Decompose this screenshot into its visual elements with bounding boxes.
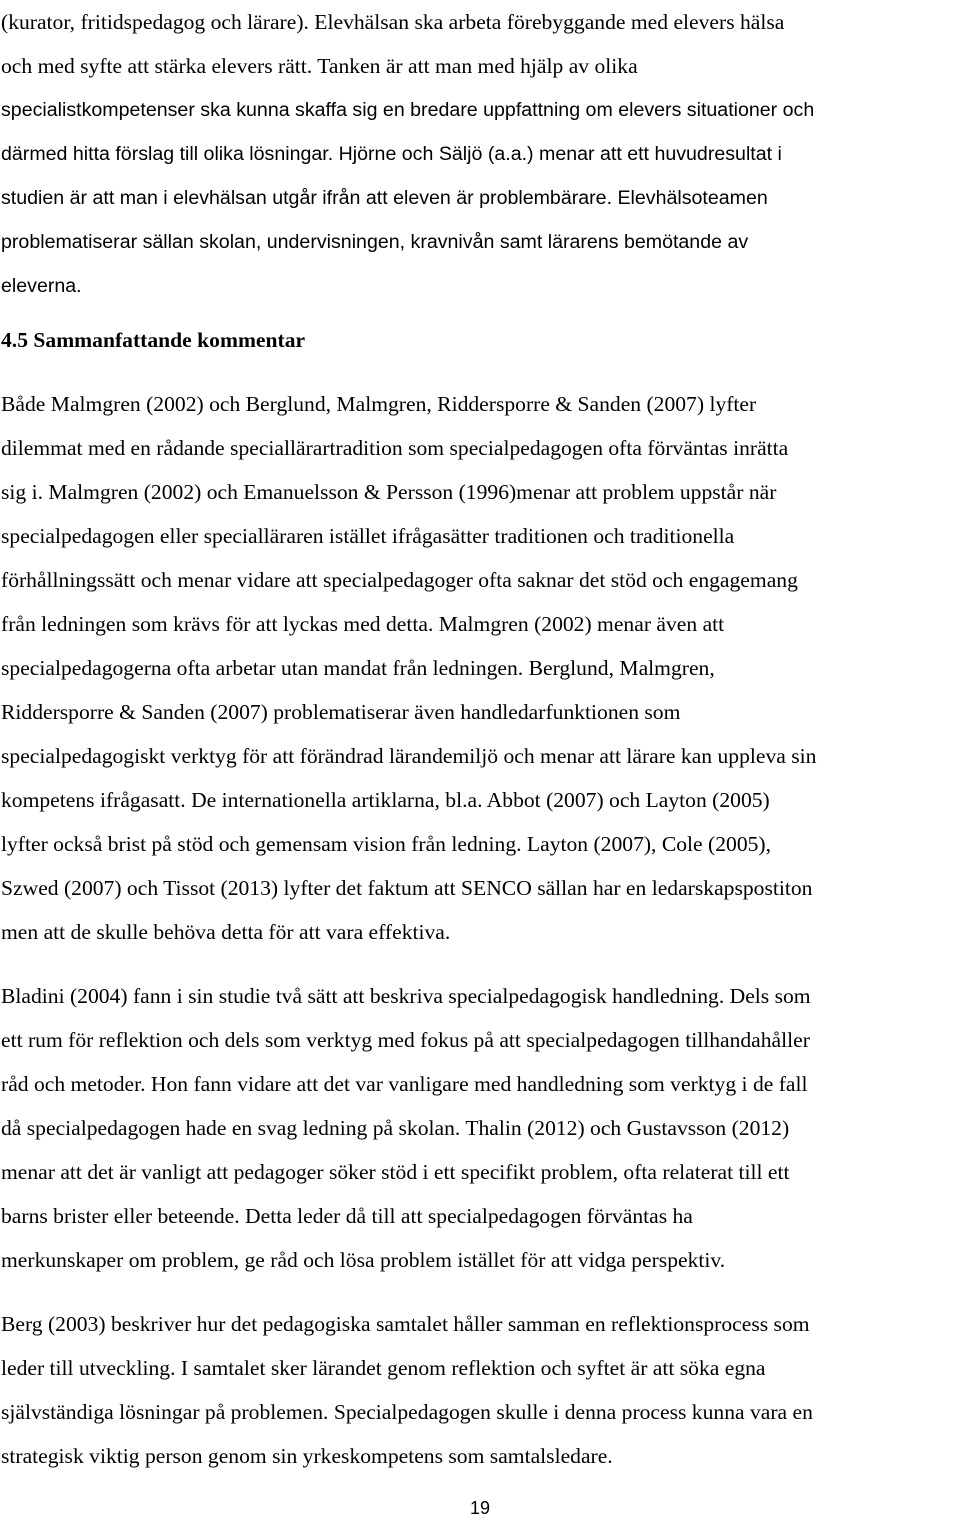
text-line: specialpedagogiskt verktyg för att förändrad lärandemiljö och menar att lärare kan uppleva sin — [1, 744, 817, 768]
text-line: Både Malmgren (2002) och Berglund, Malmgren, Riddersporre & Sanden (2007) lyfter — [1, 392, 757, 416]
text-line: sig i. Malmgren (2002) och Emanuelsson & Persson (1996)menar att problem uppstår när — [1, 480, 777, 504]
text-line: Riddersporre & Sanden (2007) problematiserar även handledarfunktionen som — [1, 700, 681, 724]
text-line: specialpedagogen eller specialläraren istället ifrågasätter traditionen och traditionella — [1, 524, 735, 548]
text-line: problematiserar sällan skolan, undervisningen, kravnivån samt lärarens bemötande av — [1, 231, 749, 253]
text-line: förhållningssätt och menar vidare att specialpedagoger ofta saknar det stöd och engagemang — [1, 568, 798, 592]
text-line: då specialpedagogen hade en svag ledning på skolan. Thalin (2012) och Gustavsson (2012) — [1, 1116, 790, 1140]
page-number: 19 — [469, 1498, 491, 1518]
paragraph-summary — [1, 382, 959, 954]
text-line: merkunskaper om problem, ge råd och lösa problem istället för att vidga perspektiv. — [1, 1248, 726, 1272]
text-line: studien är att man i elevhälsan utgår ifrån att eleven är problembärare. Elevhälsoteamen — [1, 187, 768, 209]
text-line: kompetens ifrågasatt. De internationella artiklarna, bl.a. Abbot (2007) och Layton (2005) — [1, 788, 770, 812]
text-line: specialpedagogerna ofta arbetar utan mandat från ledningen. Berglund, Malmgren, — [1, 656, 715, 680]
paragraph-elevhalsa — [1, 0, 959, 308]
text-line: och med syfte att stärka elevers rätt. Tanken är att man med hjälp av olika — [1, 54, 638, 78]
section-heading: 4.5 Sammanfattande kommentar — [1, 328, 306, 352]
text-line: därmed hitta förslag till olika lösningar. Hjörne och Säljö (a.a.) menar att ett huvudresultat i — [1, 143, 782, 165]
text-line: (kurator, fritidspedagog och lärare). Elevhälsan ska arbeta förebyggande med elevers hälsa — [1, 10, 785, 34]
paragraph-berg — [1, 1302, 959, 1478]
text-line: från ledningen som krävs för att lyckas med detta. Malmgren (2002) menar även att — [1, 612, 725, 636]
text-line: självständiga lösningar på problemen. Specialpedagogen skulle i denna process kunna vara en — [1, 1400, 813, 1424]
text-line: Bladini (2004) fann i sin studie två sätt att beskriva specialpedagogisk handledning. Dels som — [1, 984, 811, 1008]
text-line: men att de skulle behöva detta för att vara effektiva. — [1, 920, 451, 944]
text-line: specialistkompetenser ska kunna skaffa sig en bredare uppfattning om elevers situationer och — [1, 99, 815, 121]
text-line: dilemmat med en rådande speciallärartradition som specialpedagogen ofta förväntas inrätta — [1, 436, 789, 460]
text-line: menar att det är vanligt att pedagoger söker stöd i ett specifikt problem, ofta relaterat till ett — [1, 1160, 790, 1184]
text-line: ett rum för reflektion och dels som verktyg med fokus på att specialpedagogen tillhandahåller — [1, 1028, 810, 1052]
text-line: Szwed (2007) och Tissot (2013) lyfter det faktum att SENCO sällan har en ledarskapspostiton — [1, 876, 813, 900]
text-line: råd och metoder. Hon fann vidare att det var vanligare med handledning som verktyg i de fall — [1, 1072, 808, 1096]
text-line: Berg (2003) beskriver hur det pedagogiska samtalet håller samman en reflektionsprocess som — [1, 1312, 810, 1336]
text-line: strategisk viktig person genom sin yrkeskompetens som samtalsledare. — [1, 1444, 613, 1468]
paragraph-bladini — [1, 974, 959, 1282]
text-line: barns brister eller beteende. Detta leder då till att specialpedagogen förväntas ha — [1, 1204, 693, 1228]
text-line: leder till utveckling. I samtalet sker lärandet genom reflektion och syftet är att söka egna — [1, 1356, 766, 1380]
text-line: lyfter också brist på stöd och gemensam vision från ledning. Layton (2007), Cole (2005), — [1, 832, 772, 856]
text-line: eleverna. — [1, 275, 82, 297]
